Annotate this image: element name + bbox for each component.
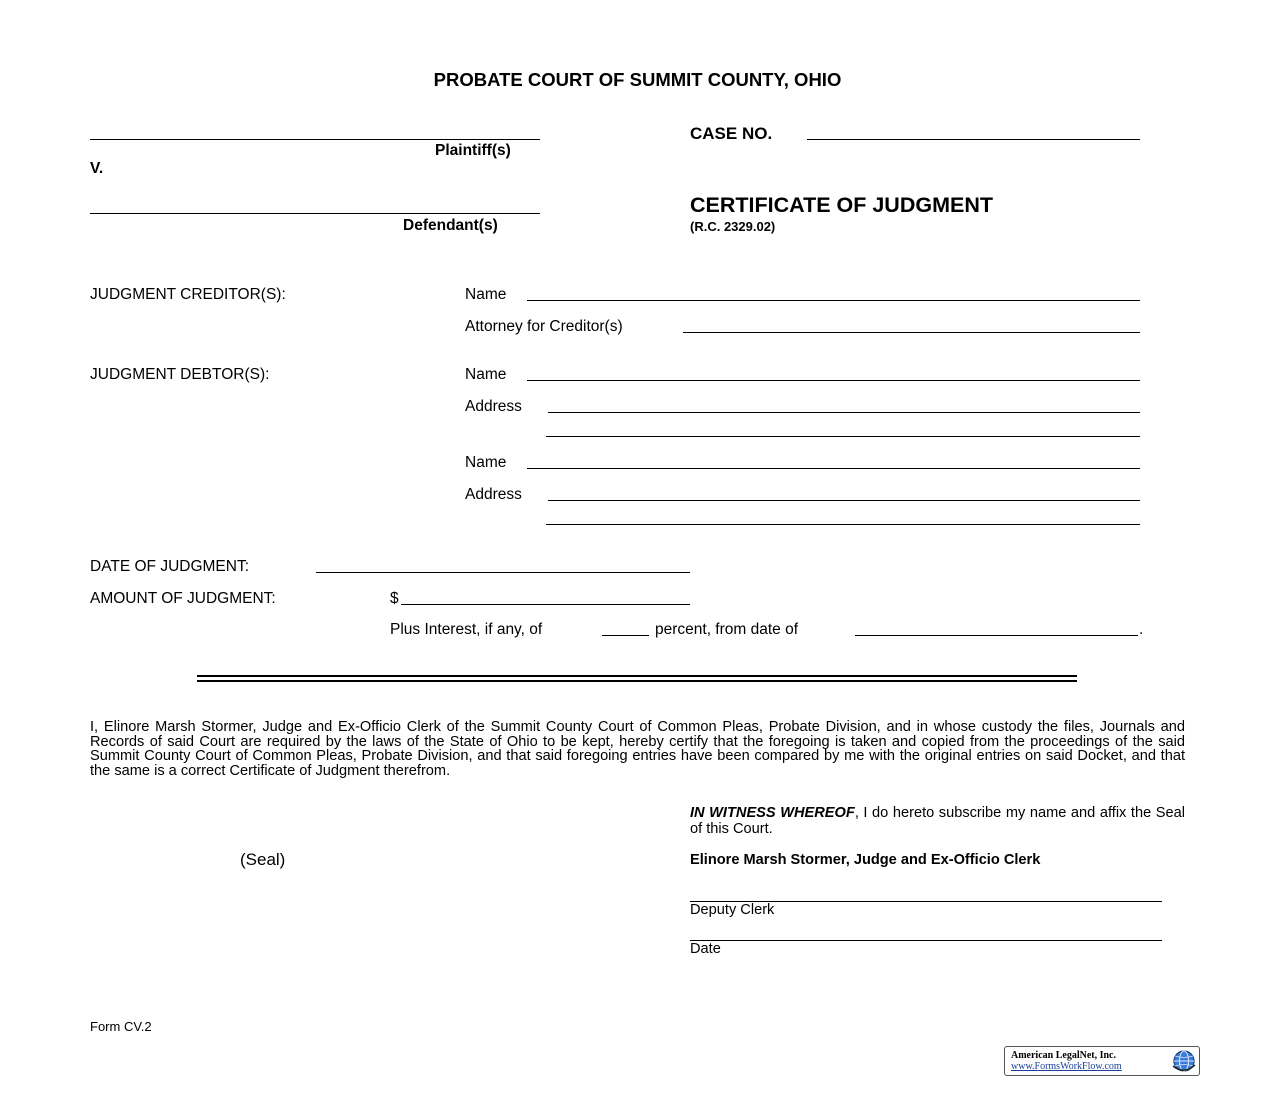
debtor2-address-label: Address xyxy=(465,486,522,503)
dollar-sign: $ xyxy=(390,590,399,607)
debtor-name-field[interactable] xyxy=(527,380,1140,381)
date-label: Date xyxy=(690,941,721,957)
vendor-url-link[interactable]: www.FormsWorkFlow.com xyxy=(1011,1061,1122,1072)
interest-label: Plus Interest, if any, of xyxy=(390,621,543,638)
deputy-clerk-label: Deputy Clerk xyxy=(690,902,775,918)
debtor2-address-field[interactable] xyxy=(548,500,1140,501)
creditor-name-field[interactable] xyxy=(527,300,1140,301)
debtor2-name-field[interactable] xyxy=(527,468,1140,469)
plaintiff-field[interactable] xyxy=(90,139,540,140)
judgment-amount-field[interactable] xyxy=(401,604,690,605)
creditor-name-label: Name xyxy=(465,286,507,303)
debtor-address-line2-field[interactable] xyxy=(546,436,1140,437)
judgment-date-label: DATE OF JUDGMENT: xyxy=(90,558,250,575)
witness-rest: , I do hereto subscribe my name and affix the Seal of this Court. xyxy=(690,805,1185,837)
certification-text: I, Elinore Marsh Stormer, Judge and Ex-Officio Clerk of the Summit County Court of Common Pleas, Probate Division, and in whose custody the files, Journals and Records of said Court are required by the laws of the State of Ohio to be kept, hereby certify that the foregoing is taken and copied from the proceedings of the said Summit County Court of Common Pleas, Probate Division, and that said foregoing entries have been compared by me with the original entries on said Docket, and that the same is a correct Certificate of Judgment therefrom. xyxy=(90,719,1185,779)
debtor-name-label: Name xyxy=(465,366,507,383)
double-rule-top xyxy=(197,675,1077,677)
case-number-label: CASE NO. xyxy=(690,124,773,143)
date-signature-field[interactable] xyxy=(690,940,1162,941)
statute-reference: (R.C. 2329.02) xyxy=(690,219,776,234)
vendor-name: American LegalNet, Inc. xyxy=(1011,1050,1116,1061)
witness-statement xyxy=(690,806,1185,837)
seal-label: (Seal) xyxy=(240,850,286,869)
debtor2-name-label: Name xyxy=(465,454,507,471)
double-rule-bottom xyxy=(197,680,1077,682)
debtor-address-label: Address xyxy=(465,398,522,415)
defendant-field[interactable] xyxy=(90,213,540,214)
case-number-field[interactable] xyxy=(807,139,1140,140)
interest-period: . xyxy=(1139,621,1144,638)
creditor-section-label: JUDGMENT CREDITOR(S): xyxy=(90,286,286,303)
judgment-amount-label: AMOUNT OF JUDGMENT: xyxy=(90,590,276,607)
court-title: PROBATE COURT OF SUMMIT COUNTY, OHIO xyxy=(433,69,842,90)
creditor-attorney-field[interactable] xyxy=(683,332,1140,333)
debtor-section-label: JUDGMENT DEBTOR(S): xyxy=(90,366,270,383)
judgment-date-field[interactable] xyxy=(316,572,690,573)
plaintiff-label: Plaintiff(s) xyxy=(435,142,511,159)
debtor2-address-line2-field[interactable] xyxy=(546,524,1140,525)
creditor-attorney-label: Attorney for Creditor(s) xyxy=(465,318,623,335)
interest-date-field[interactable] xyxy=(855,635,1138,636)
globe-icon xyxy=(1171,1048,1197,1074)
interest-from-label: percent, from date of xyxy=(655,621,799,638)
versus-label: V. xyxy=(90,160,104,177)
defendant-label: Defendant(s) xyxy=(403,217,498,234)
certificate-title: CERTIFICATE OF JUDGMENT xyxy=(690,193,993,217)
witness-lead: IN WITNESS WHEREOF xyxy=(690,805,855,821)
vendor-badge[interactable] xyxy=(1004,1046,1200,1076)
judge-name: Elinore Marsh Stormer, Judge and Ex-Officio Clerk xyxy=(690,852,1041,868)
form-number: Form CV.2 xyxy=(90,1019,152,1034)
interest-percent-field[interactable] xyxy=(602,635,649,636)
debtor-address-field[interactable] xyxy=(548,412,1140,413)
